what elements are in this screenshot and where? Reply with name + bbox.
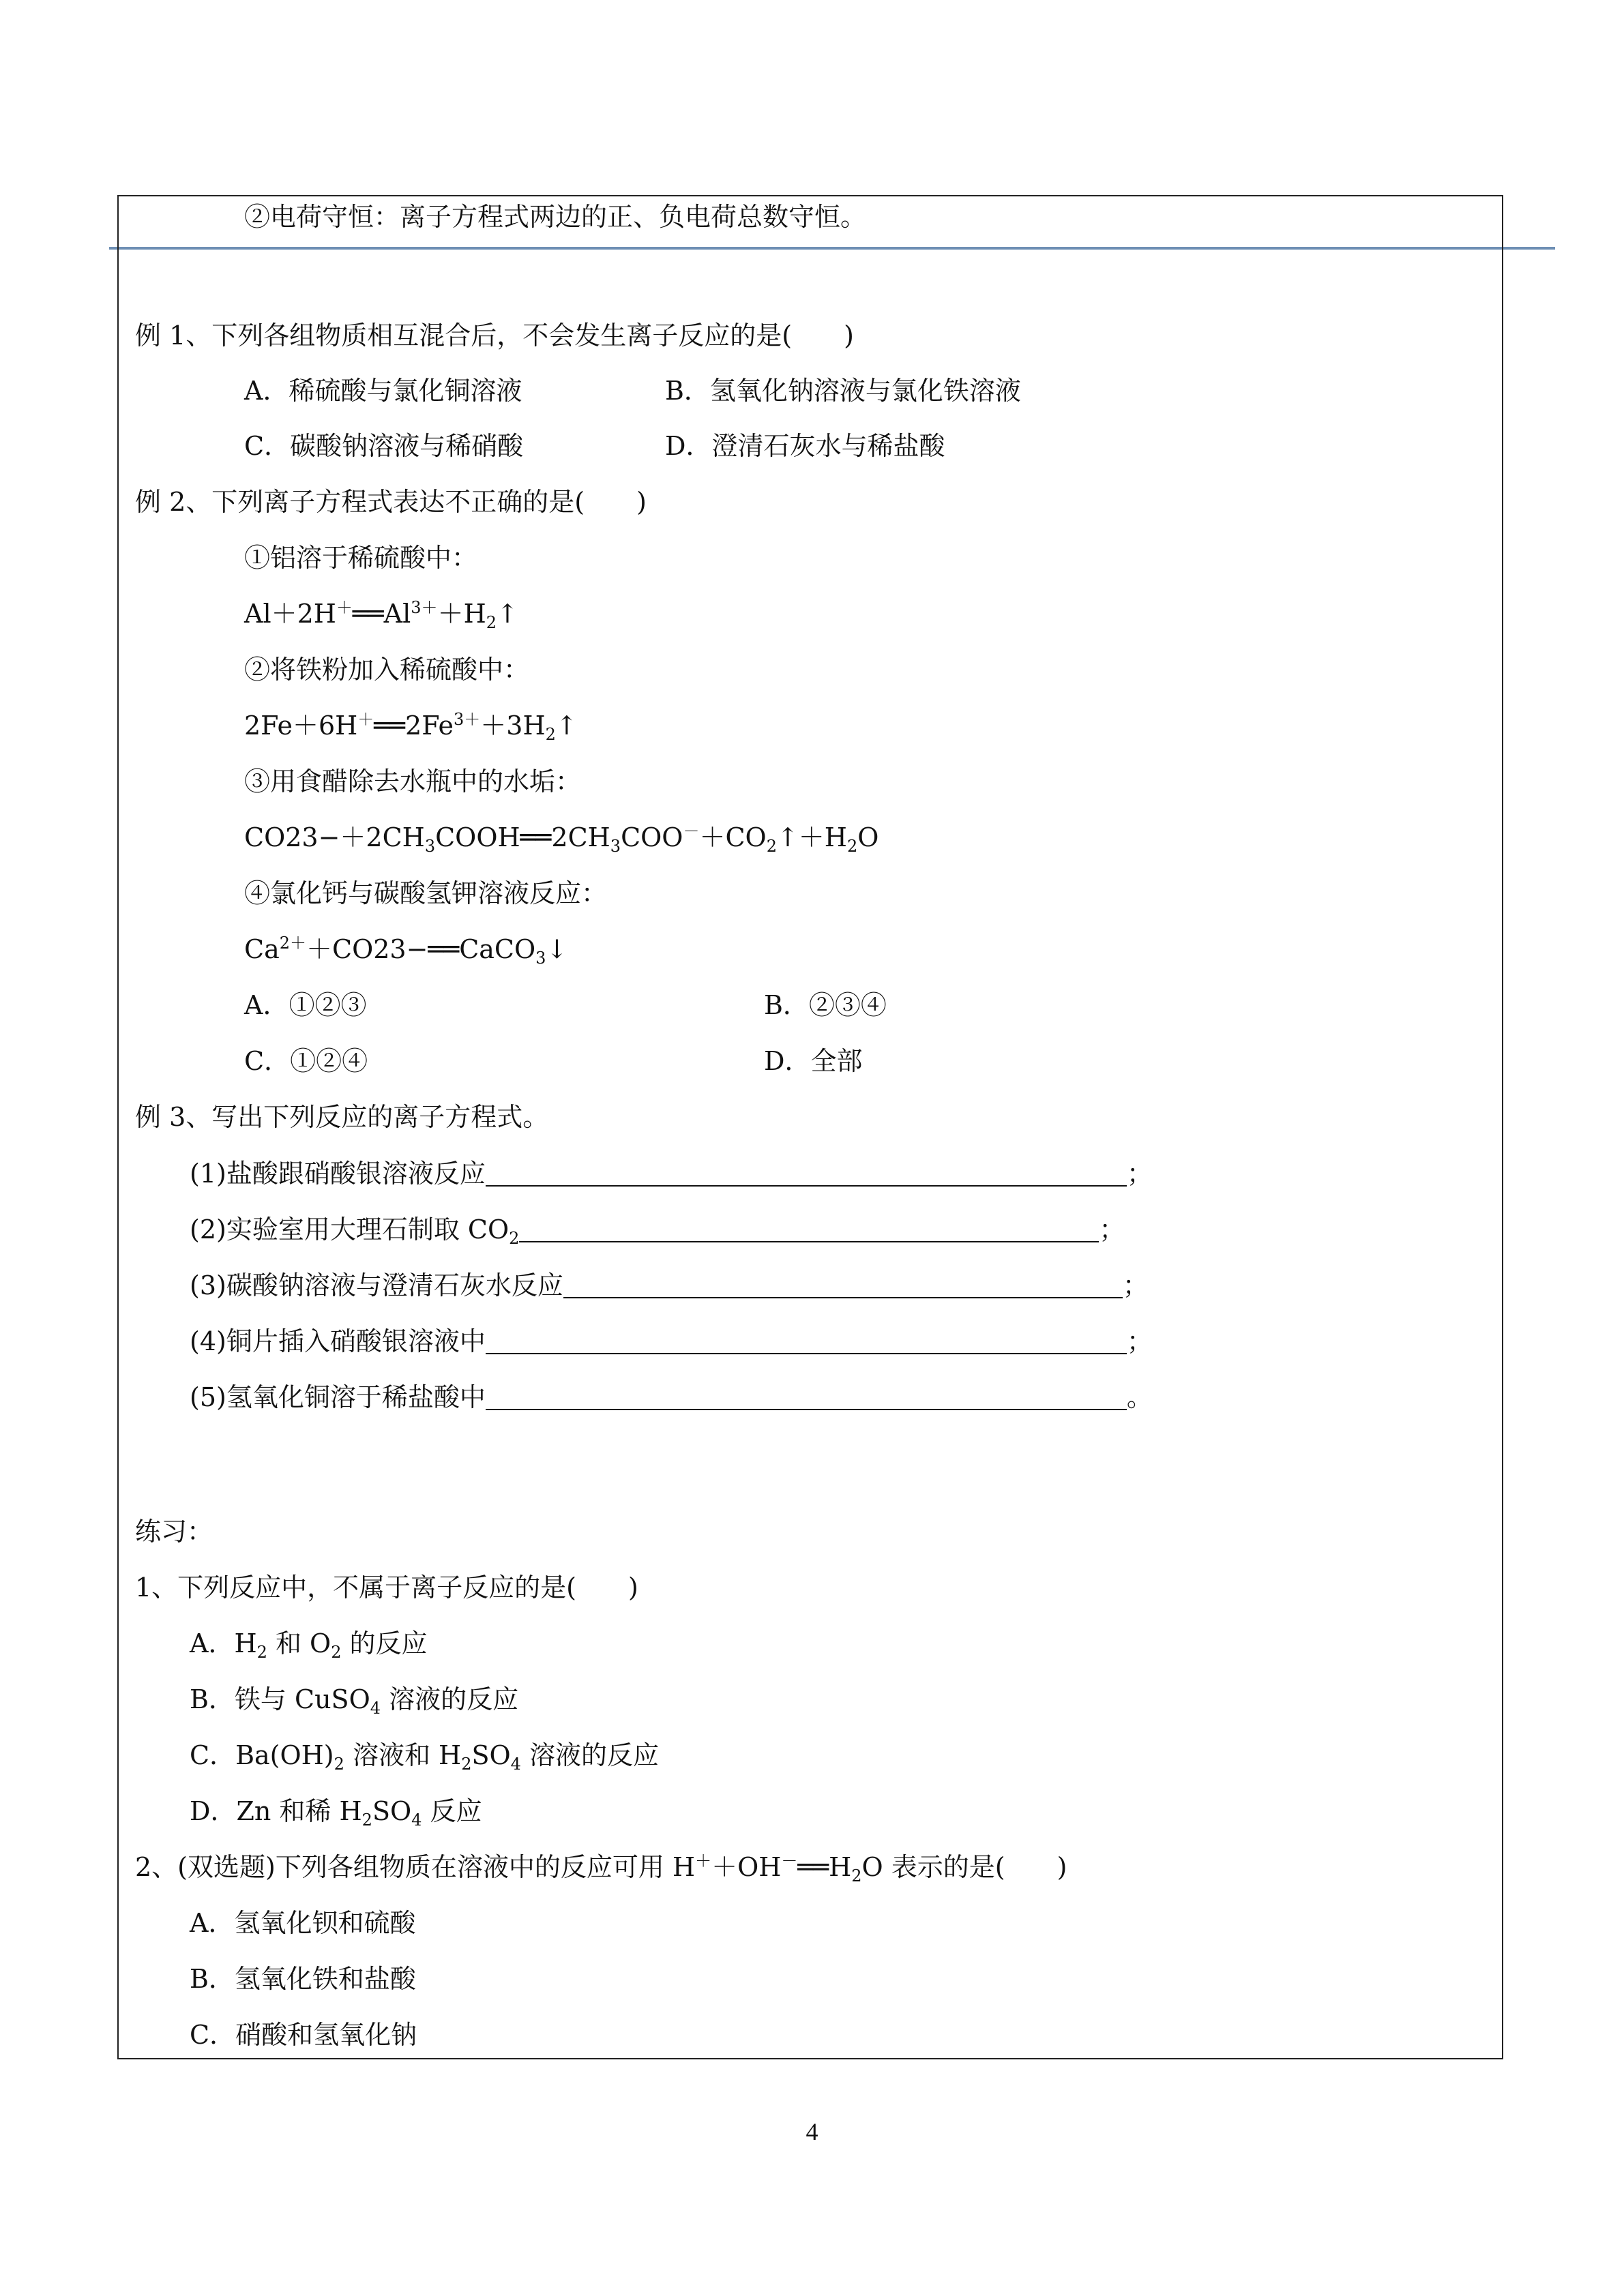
example2-item1: ①铝溶于稀硫酸中： — [244, 543, 478, 573]
answer-blank[interactable] — [486, 1326, 1127, 1354]
example1-option-c: C．碳酸钠溶液与稀硝酸 — [244, 431, 524, 461]
practice-title: 练习： — [135, 1517, 213, 1547]
example3-q2: (2)实验室用大理石制取 $CO_2$ ； — [190, 1214, 1125, 1248]
equation-4: $Ca^{2+}+CO23-══CaCO_3↓$ — [244, 934, 568, 968]
example3-stem: 例 3、写出下列反应的离子方程式。 — [135, 1102, 549, 1132]
answer-blank[interactable] — [486, 1382, 1127, 1410]
practice-q1-option-d: D．Zn 和稀 $H_2SO_4$ 反应 — [190, 1796, 482, 1830]
charge-conservation-note: ②电荷守恒：离子方程式两边的正、负电荷总数守恒。 — [244, 202, 867, 232]
example2-stem: 例 2、下列离子方程式表达不正确的是( ) — [135, 487, 647, 517]
example2-option-a: A．①②③ — [244, 990, 367, 1020]
practice-q2-option-a: A．氢氧化钡和硫酸 — [190, 1908, 416, 1938]
example2-option-d: D．全部 — [764, 1046, 863, 1076]
practice-q1-option-a: A．$H_2$ 和 $O_2$ 的反应 — [190, 1628, 428, 1662]
equation-3: $CO23-+2CH_3COOH══2CH_3COO^-+CO_2↑+H_2O$ — [244, 822, 879, 856]
example2-item4: ④氯化钙与碳酸氢钾溶液反应： — [244, 878, 608, 908]
example2-option-b: B．②③④ — [764, 990, 887, 1020]
example3-q1: (1)盐酸跟硝酸银溶液反应 ； — [190, 1159, 1153, 1189]
equation-1: $Al+2H^+══Al^{3+}+H_2↑$ — [244, 598, 518, 632]
example3-q5: (5)氢氧化铜溶于稀盐酸中 。 — [190, 1382, 1153, 1412]
answer-blank[interactable] — [519, 1214, 1099, 1242]
example3-q4: (4)铜片插入硝酸银溶液中 ； — [190, 1326, 1153, 1356]
practice-q2-option-c: C．硝酸和氢氧化钠 — [190, 2020, 417, 2050]
example1-stem: 例 1、下列各组物质相互混合后，不会发生离子反应的是( ) — [135, 320, 854, 351]
practice-q1-option-c: C．$Ba(OH)_2$ 溶液和 $H_2SO_4$ 溶液的反应 — [190, 1740, 660, 1774]
example1-option-d: D．澄清石灰水与稀盐酸 — [665, 431, 945, 461]
example1-option-a: A．稀硫酸与氯化铜溶液 — [244, 376, 522, 406]
practice-q2-option-b: B．氢氧化铁和盐酸 — [190, 1964, 416, 1994]
practice-q1-option-b: B．铁与 CuSO$_4$ 溶液的反应 — [190, 1684, 519, 1718]
example2-option-c: C．①②④ — [244, 1046, 368, 1076]
equation-2: $2Fe+6H^+══2Fe^{3+}+3H_2↑$ — [244, 710, 578, 744]
answer-blank[interactable] — [486, 1158, 1127, 1187]
example2-item3: ③用食醋除去水瓶中的水垢： — [244, 766, 582, 796]
answer-blank[interactable] — [563, 1270, 1123, 1298]
page-number: 4 — [806, 2118, 818, 2145]
practice-q1-stem: 1、下列反应中，不属于离子反应的是( ) — [135, 1572, 638, 1602]
example2-item2: ②将铁粉加入稀硫酸中： — [244, 655, 530, 685]
practice-q2-stem: 2、(双选题)下列各组物质在溶液中的反应可用 $H^++OH^-══H_2O$ 表示的是( ) — [135, 1851, 1067, 1885]
example3-q3: (3)碳酸钠溶液与澄清石灰水反应 ； — [190, 1270, 1149, 1300]
example1-option-b: B．氢氧化钠溶液与氯化铁溶液 — [665, 376, 1021, 406]
